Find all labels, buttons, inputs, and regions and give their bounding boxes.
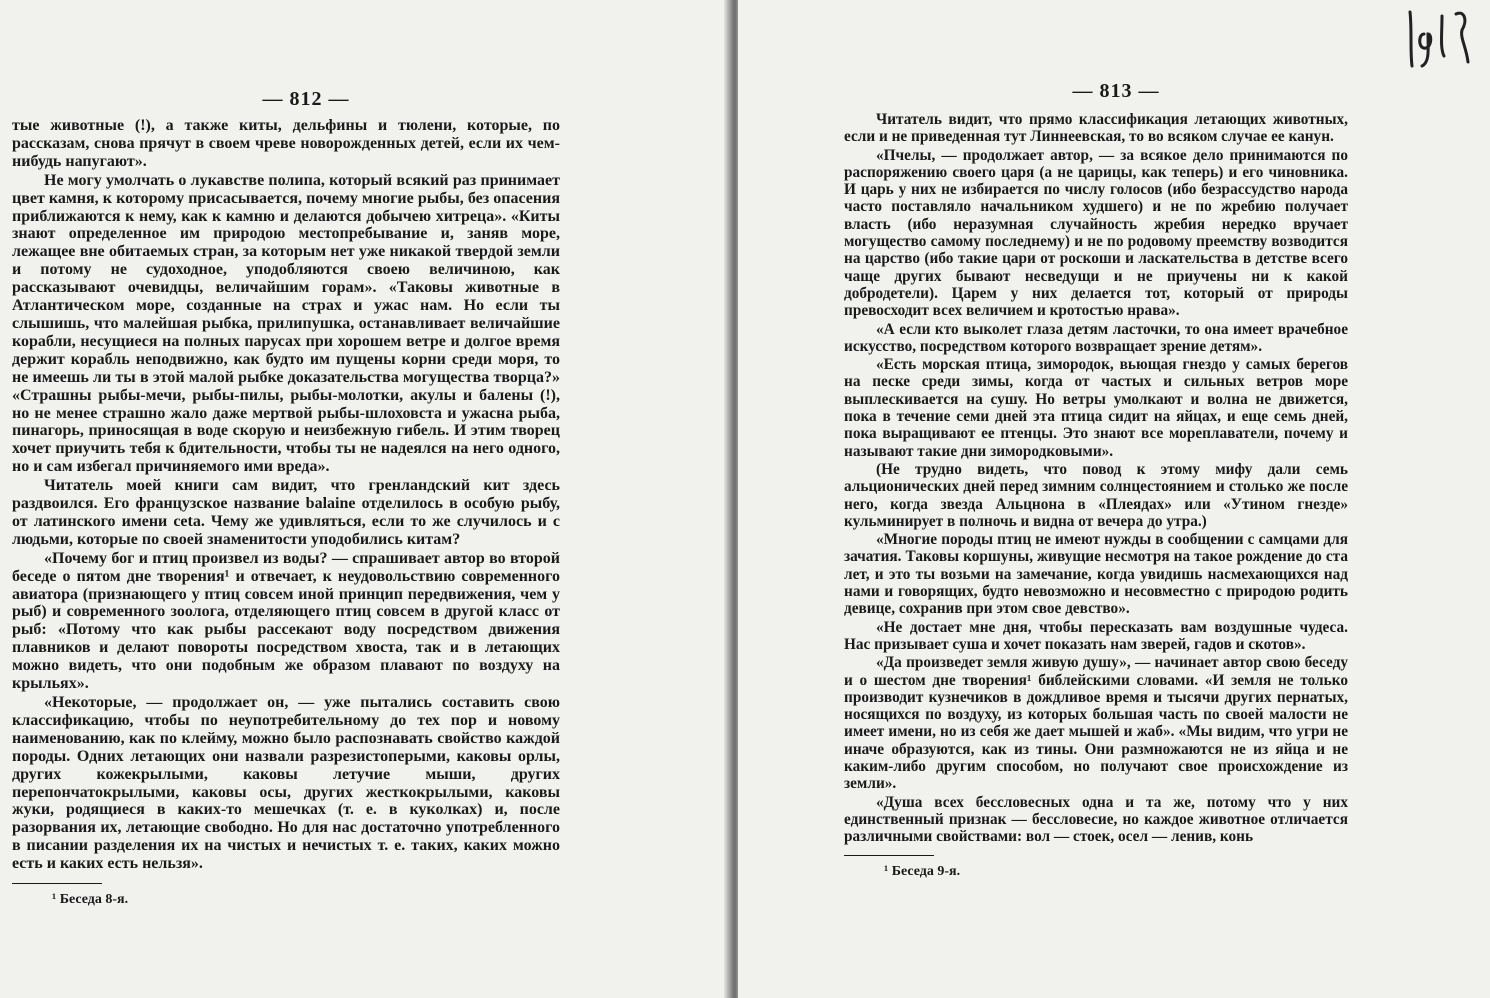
footnote: ¹ Беседа 9-я.: [884, 864, 961, 880]
right-page: [738, 0, 1490, 998]
paragraph: (Не трудно видеть, что повод к этому мифу дали семь альционических дней перед зимним солнцестоянием и столько же после него, когда звезда Альцнона в «Плеядах» или «Утином гнезде» кульминирует в полночь и видна от вечера до утра.): [844, 460, 1348, 530]
left-page: [0, 0, 730, 998]
paragraph: «Душа всех бессловесных одна и та же, потому что у них единственный признак — бессловесие, но каждое животное отличается различными свойствами: вол — стоек, осел — ленив, конь: [844, 793, 1348, 846]
paragraph: Читатель видит, что прямо классификация летающих животных, если и не приведенная тут Линнеевская, то во всяком случае ее канун.: [844, 111, 1348, 146]
paragraph: «А если кто выколет глаза детям ласточки, то она имеет врачебное искусство, посредством которого возвращает зрение детям».: [844, 320, 1348, 355]
paragraph: «Многие породы птиц не имеют нужды в сообщении с самцами для зачатия. Таковы коршуны, живущие несмотря на такое рождение до ста лет, и это ты возьми на замечание, когда увидишь насмехающихся над нами и говорящих, будто невозможно и несовместно с природою родить девице, сохранив при этом свое девство».: [844, 531, 1348, 618]
paragraph: «Пчелы, — продолжает автор, — за всякое дело принимаются по распоряжению своего царя (а не царицы, как теперь) и его чиновника. И царь у них не избирается по числу голосов (ибо безрассудство народа часто поставляло начальником худшего) и не по жребию получает власть (ибо неразумная случайность жребия нередко вручает могущество самому последнему) и не по родовому преемству возводится на царство (ибо такие цари от роскоши и ласкательства в детстве всего чаще других бывают несведущи и не приучены ни к какой добродетели). Царем у них делается тот, который от природы превосходит всех величием и кротостью нрава».: [844, 146, 1348, 320]
footnote-divider: [844, 855, 934, 856]
handwritten-mark: [1404, 4, 1480, 74]
footnote: ¹ Беседа 8-я.: [52, 892, 129, 908]
paragraph: Читатель моей книги сам видит, что гренландский кит здесь раздвоился. Его французское название balaine отделилось в особую рыбу, от латинского имени ceta. Чему же удивляться, если то же случилось и с людьми, которые по своей знаменитости уподобились китам?: [12, 477, 560, 548]
paragraph: «Не достает мне дня, чтобы пересказать вам воздушные чудеса. Нас призывает суша и хочет показать нам зверей, гадов и скотов».: [844, 618, 1348, 653]
paragraph: «Некоторые, — продолжает он, — уже пытались составить свою классификацию, чтобы по неупотребительному до тех пор и новому наименованию, как по клейму, можно было распознавать свойство каждой породы. Одних летающих они назвали разрезистоперыми, каковы орлы, других кожекрылыми, каковы летучие мыши, других перепончатокрылыми, каковы осы, других жесткокрылыми, каковы жуки, родящиеся в каких-то мешечках (т. е. в куколках) и, после разорвания их, летающие свободно. Но для нас достаточно употребленного в писании разделения их на чистых и нечистых т. е. таких, каких можно есть и каких есть нельзя».: [12, 694, 560, 873]
paragraph: «Есть морская птица, зимородок, вьющая гнездо у самых берегов на песке среди зимы, когда от частых и сильных ветров море выплескивается на сушу. Но ветры умолкают и волна не движется, пока в течение семи дней эта птица сидит на яйцах, и еще семь дней, пока выращивают ее птенцы. Это знают все мореплаватели, почему и называют такие дни зимородковыми».: [844, 356, 1348, 460]
paragraph: «Да произведет земля живую душу», — начинает автор свою беседу и о шестом дне творения¹ библейскими словами. «И земля не только производит кузнечиков в дождливое время и тысячи других пернатых, носящихся по воздуху, из которых большая часть по своей малости не имеет имени, но из себя же дает мышей и жаб». «Мы видим, что угри не иначе образуются, как из тины. Они размножаются не из яйца и не каким-либо другим способом, но получают свое происхождение из земли».: [844, 654, 1348, 793]
footnote-divider: [12, 883, 102, 884]
paragraph: Не могу умолчать о лукавстве полипа, который всякий раз принимает цвет камня, к которому присасывается, почему многие рыбы, без опасения приближаются к нему, как к камню и делаются добычею хитреца». «Киты знают определенное им природою местопребывание и, заняв море, лежащее вне обитаемых стран, за которым нет уже никакой твердой земли и потому не судоходное, уподобляются своею величиною, как рассказывают очевидцы, величайшим горам». «Таковы животные в Атлантическом море, созданные на страх и ужас нам. Но если ты слышишь, что малейшая рыбка, прилипушка, останавливает величайшие корабли, несущиеся на полных парусах при хорошем ветре и долгое время держит корабль неподвижно, как будто им пущены корни среди моря, то не имеешь ли ты в этой малой рыбке доказательства могущества творца?» «Страшны рыбы-мечи, рыбы-пилы, рыбы-молотки, акулы и балены (!), но не менее страшно жало даже мертвой рыбы-шлоховста и ужасна рыба, пинагорь, приносящая в воде скорую и неизбежную гибель. И этим творец хочет приучить тебя к бдительности, чтобы ты не надеялся на него одного, но и сам избегал причиняемого ими вреда».: [12, 171, 560, 476]
left-page-body: [12, 117, 560, 873]
paragraph: «Почему бог и птиц произвел из воды? — спрашивает автор во второй беседе о пятом дне творения¹ и отвечает, к неудовольствию современного авиатора (признающего у птиц совсем иной принцип передвижения, чем у рыб) и современного зоолога, отделяющего птиц совсем в другой класс от рыб: «Потому что как рыбы рассекают воду посредством движения плавников и делают повороты посредством хвоста, так и в летающих можно видеть, что они подобным же образом плавают по воздуху на крыльях».: [12, 549, 560, 693]
paragraph: тые животные (!), а также киты, дельфины и тюлени, которые, по рассказам, снова прячут в своем чреве новорожденных детей, если их чем-нибудь напугают».: [12, 117, 560, 170]
page-number-813: — 813 —: [1072, 80, 1160, 102]
page-number-812: — 812 —: [262, 88, 350, 110]
right-page-body: [844, 111, 1348, 845]
